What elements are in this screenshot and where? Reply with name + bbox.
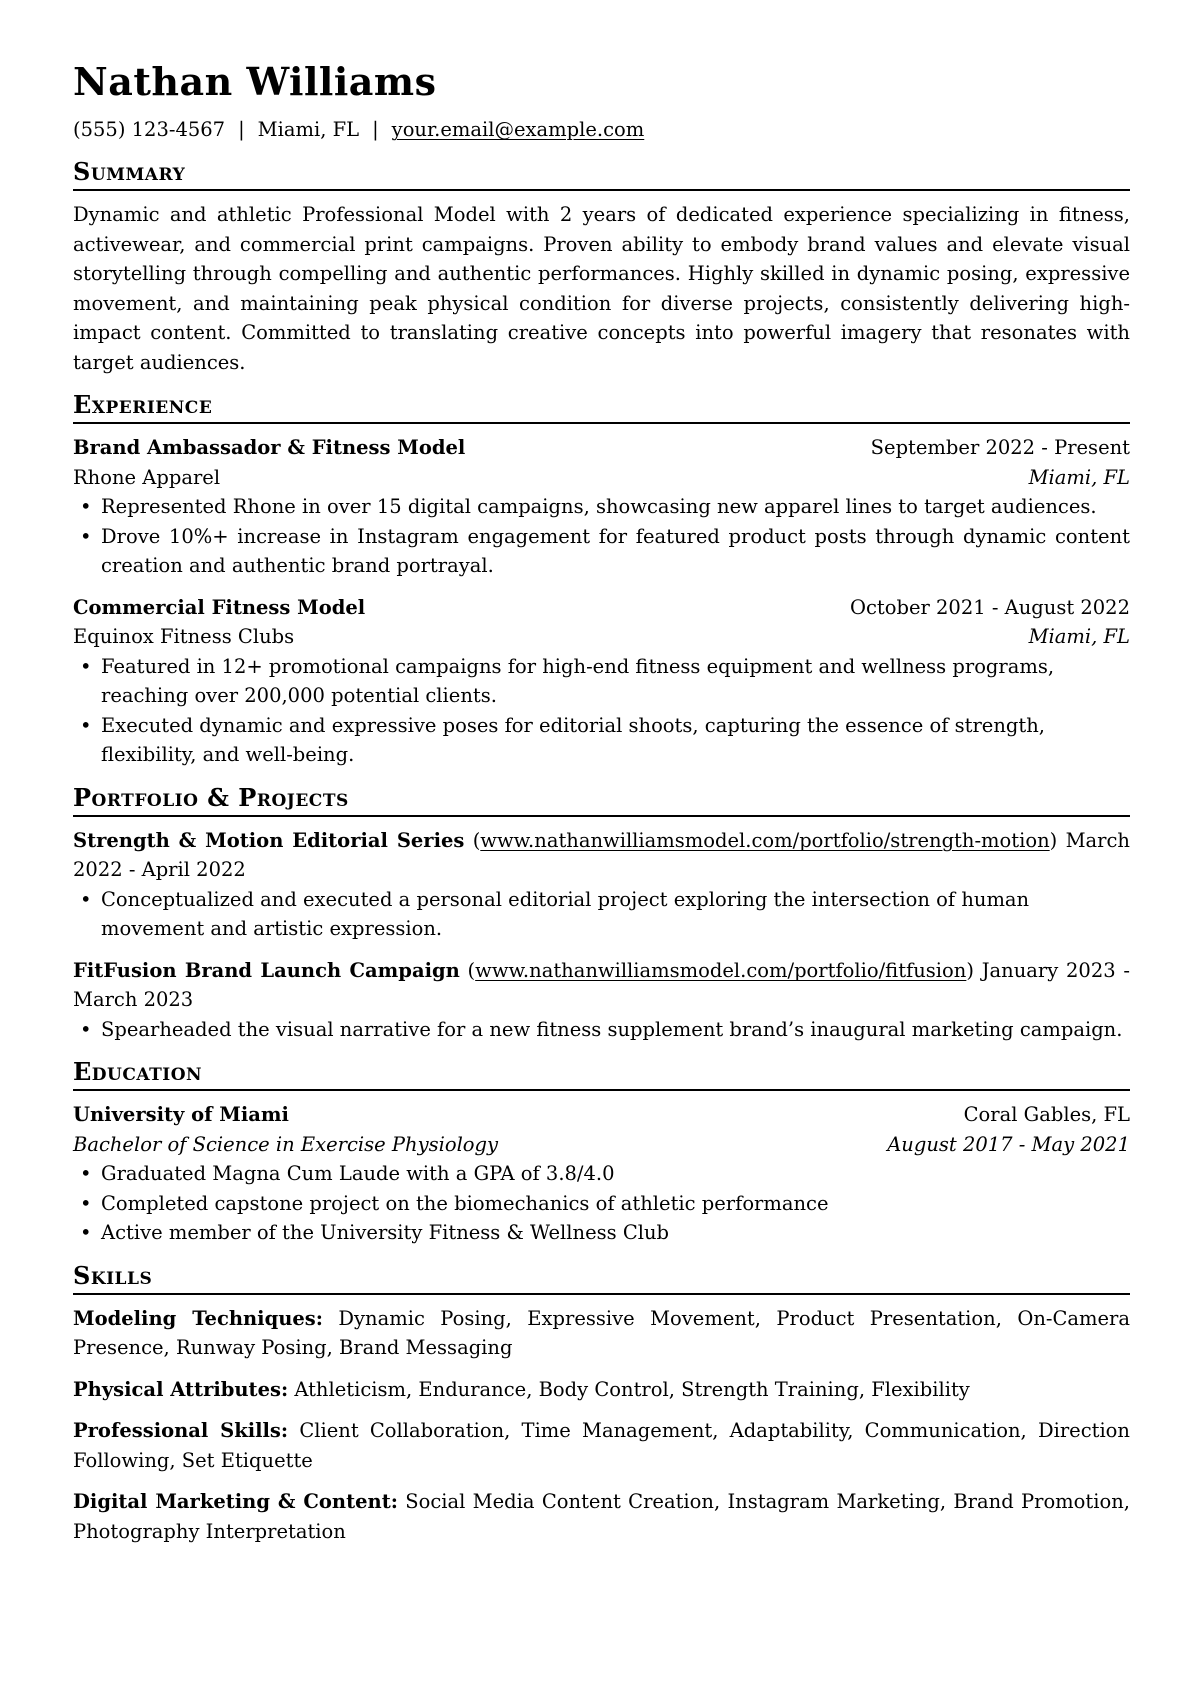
phone-number: (555) 123-4567 [73,118,226,141]
experience-title-row [73,433,1130,463]
skill-value: Dynamic Posing, Expressive Movement, Product Presentation, On-Camera Presence, Runway Posing, Brand Messaging [73,1306,1130,1359]
contact-separator: | [238,118,245,141]
email-link[interactable]: your.email@example.com [391,118,645,141]
project-header: Strength & Motion Editorial Series (www.nathanwilliamsmodel.com/portfolio/strength-motion) March 2022 - April 2022 [73,828,1130,881]
experience-title-row [73,593,1130,623]
bullet-item: • Represented Rhone in over 15 digital campaigns, showcasing new apparel lines to target audiences. [73,492,1130,522]
location: Miami, FL [257,118,360,141]
project-dates: March 2022 - April 2022 [73,828,1130,881]
projects-heading: Portfolio & Projects [73,784,1130,817]
contact-line [73,115,1130,144]
bullet-item: • Conceptualized and executed a personal editorial project exploring the intersection of human movement and artistic expression. [73,885,1130,944]
project-bullets [73,885,1130,944]
experience-entry [73,433,1130,581]
bullet-item: • Active member of the University Fitness & Wellness Club [73,1218,1130,1248]
skill-line [73,1304,1130,1363]
company-name: Equinox Fitness Clubs [73,625,295,648]
education-bullets [73,1159,1130,1248]
candidate-name: Nathan Williams [73,59,437,104]
skill-label: Professional Skills: [73,1419,289,1442]
project-name: Strength & Motion Editorial Series [73,828,465,852]
project-entry [73,826,1130,944]
education-school-row [73,1100,1130,1130]
experience-bullets [73,492,1130,581]
experience-company-row [73,463,1130,493]
skill-value: Athleticism, Endurance, Body Control, Strength Training, Flexibility [294,1377,970,1401]
project-link[interactable]: www.nathanwilliamsmodel.com/portfolio/strength-motion [480,828,1050,852]
experience-heading: Experience [73,391,1130,424]
resume-content [73,58,1130,1558]
bullet-item: • Completed capstone project on the biomechanics of athletic performance [73,1189,1130,1219]
job-title: Commercial Fitness Model [73,595,366,619]
skill-line [73,1375,1130,1405]
project-entry [73,956,1130,1045]
contact-separator: | [372,118,379,141]
project-bullets [73,1015,1130,1045]
school-name: University of Miami [73,1103,289,1126]
bullet-item: • Spearheaded the visual narrative for a new fitness supplement brand’s inaugural marketing campaign. [73,1015,1130,1045]
job-location: Miami, FL [1028,465,1130,489]
education-dates: August 2017 - May 2021 [887,1132,1130,1156]
job-location: Miami, FL [1028,625,1130,648]
project-dates: January 2023 - March 2023 [73,958,1130,1011]
skill-label: Modeling Techniques: [73,1306,323,1330]
bullet-item: • Graduated Magna Cum Laude with a GPA of 3.8/4.0 [73,1159,1130,1189]
bullet-item: • Executed dynamic and expressive poses for editorial shoots, capturing the essence of strength, flexibility, and well-being. [73,711,1130,770]
skill-label: Physical Attributes: [73,1377,289,1401]
summary-text: Dynamic and athletic Professional Model with 2 years of dedicated experience specializing in fitness, activewear, and commercial print campaigns. Proven ability to embody brand values and elevate visual storytelling through compelling and authentic performances. Highly skilled in dynamic posing, expressive movement, and maintaining peak physical condition for diverse projects, consistently delivering high-impact content. Committed to translating creative concepts into powerful imagery that resonates with target audiences. [73,203,1130,374]
experience-entry [73,593,1130,770]
skill-line [73,1487,1130,1546]
summary-heading: Summary [73,158,1130,191]
school-location: Coral Gables, FL [963,1103,1130,1126]
company-name: Rhone Apparel [73,465,221,489]
project-link[interactable]: www.nathanwilliamsmodel.com/portfolio/fitfusion [475,958,967,982]
job-dates: September 2022 - Present [870,436,1130,459]
education-degree-row [73,1130,1130,1160]
skill-line [73,1416,1130,1475]
experience-bullets [73,652,1130,770]
job-title: Brand Ambassador & Fitness Model [73,436,466,459]
skill-value: Client Collaboration, Time Management, Adaptability, Communication, Direction Following, Set Etiquette [73,1419,1130,1472]
job-dates: October 2021 - August 2022 [850,595,1130,619]
education-heading: Education [73,1058,1130,1091]
experience-company-row [73,622,1130,652]
project-name: FitFusion Brand Launch Campaign [73,958,460,982]
degree-name: Bachelor of Science in Exercise Physiology [73,1132,499,1156]
project-header: FitFusion Brand Launch Campaign (www.nathanwilliamsmodel.com/portfolio/fitfusion) January 2023 - March 2023 [73,958,1130,1011]
skill-value: Social Media Content Creation, Instagram Marketing, Brand Promotion, Photography Interpretation [73,1490,1130,1543]
skill-label: Digital Marketing & Content: [73,1490,398,1513]
skills-heading: Skills [73,1262,1130,1295]
education-entry [73,1100,1130,1248]
bullet-item: • Drove 10%+ increase in Instagram engagement for featured product posts through dynamic content creation and authentic brand portrayal. [73,522,1130,581]
bullet-item: • Featured in 12+ promotional campaigns for high-end fitness equipment and wellness programs, reaching over 200,000 potential clients. [73,652,1130,711]
